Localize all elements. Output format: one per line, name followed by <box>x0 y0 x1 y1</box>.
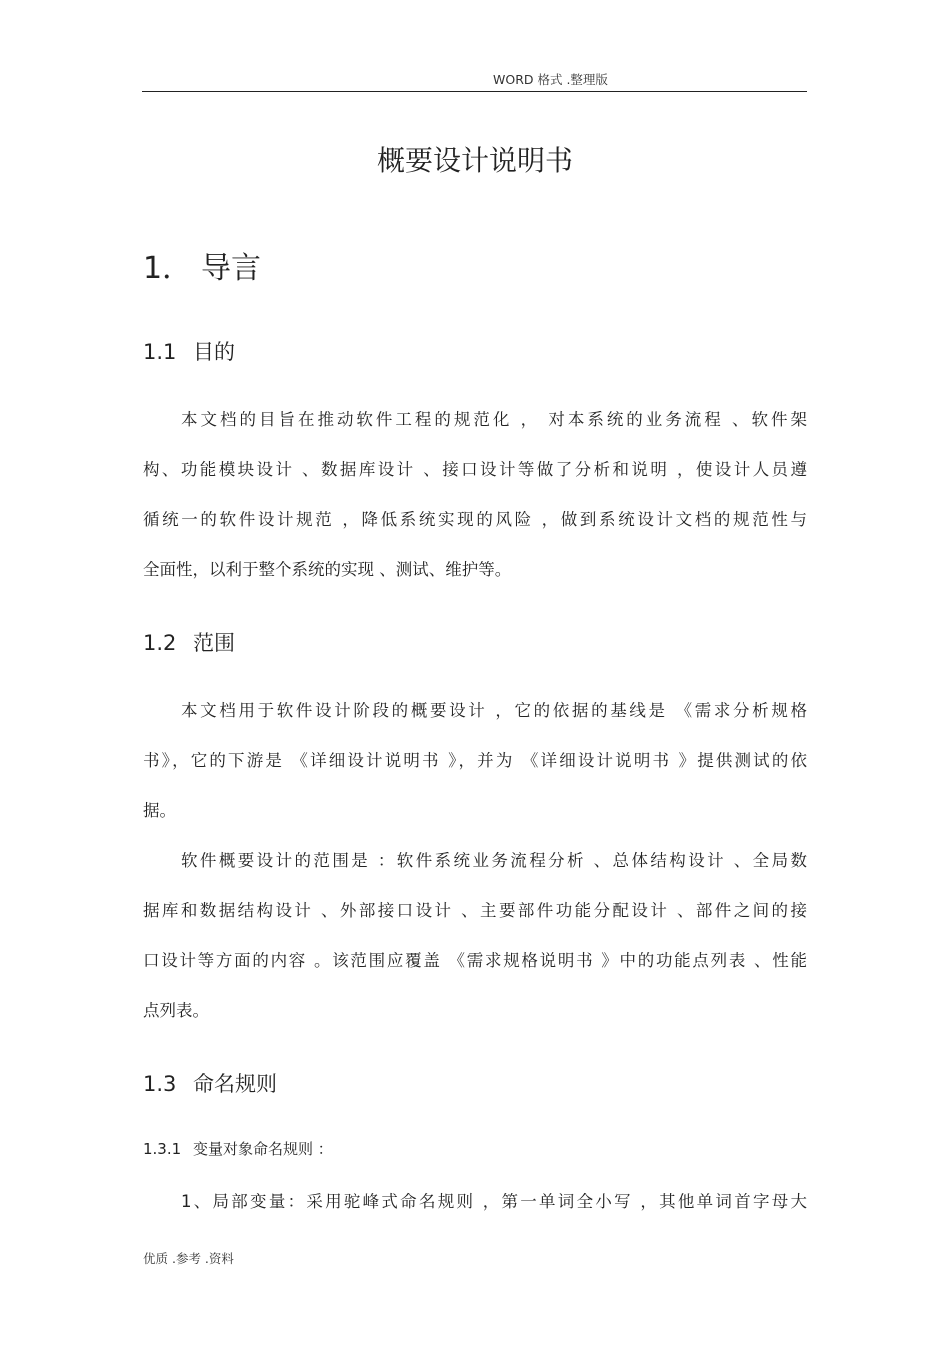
page-footer-text: 优质 .参考 .资料 <box>143 1251 234 1266</box>
paragraph-line: 点列表。 <box>143 1001 209 1020</box>
paragraph-line: 口设计等方面的内容 。该范围应覆盖 《需求规格说明书 》中的功能点列表 、性能 <box>143 951 807 970</box>
document-title: 概要设计说明书 <box>376 144 573 177</box>
header-rule <box>142 91 807 92</box>
page-header-text: WORD 格式 .整理版 <box>493 72 608 87</box>
heading-text: 目的 <box>193 340 235 364</box>
heading-number: 1． <box>143 251 193 286</box>
paragraph-line: 书》，它的下游是 《详细设计说明书 》，并为 《详细设计说明书 》提供测试的依 <box>143 751 807 770</box>
heading-number: 1.3.1 <box>143 1140 182 1158</box>
heading-scope <box>143 627 235 657</box>
heading-text: 范围 <box>193 631 235 655</box>
heading-number: 1.2 <box>143 631 177 655</box>
heading-text: 变量对象命名规则 ： <box>193 1140 333 1158</box>
subheading-variable-naming <box>143 1138 333 1159</box>
paragraph-line: 构、功能模块设计 、数据库设计 、接口设计等做了分析和说明 ，使设计人员遵 <box>143 460 807 479</box>
paragraph-line: 软件概要设计的范围是 ：软件系统业务流程分析 、总体结构设计 、全局数 <box>181 851 807 870</box>
paragraph-line: 全面性，以利于整个系统的实现 、测试、维护等。 <box>143 560 512 579</box>
heading-number: 1.3 <box>143 1072 177 1096</box>
heading-text: 导言 <box>201 251 261 286</box>
heading-text: 命名规则 <box>193 1072 277 1096</box>
paragraph-line: 本文档用于软件设计阶段的概要设计 ，它的依据的基线是 《需求分析规格 <box>181 701 807 720</box>
paragraph-line: 1、局部变量：采用驼峰式命名规则 ，第一单词全小写 ，其他单词首字母大 <box>181 1192 807 1211</box>
paragraph-line: 据。 <box>143 801 176 820</box>
paragraph-line: 本文档的目旨在推动软件工程的规范化 ， 对本系统的业务流程 、软件架 <box>181 410 807 429</box>
heading-purpose <box>143 336 235 366</box>
paragraph-line: 循统一的软件设计规范 ，降低系统实现的风险 ，做到系统设计文档的规范性与 <box>143 510 807 529</box>
heading-introduction <box>143 243 261 287</box>
paragraph-line: 据库和数据结构设计 、外部接口设计 、主要部件功能分配设计 、部件之间的接 <box>143 901 807 920</box>
heading-number: 1.1 <box>143 340 177 364</box>
heading-naming-rules <box>143 1068 277 1098</box>
